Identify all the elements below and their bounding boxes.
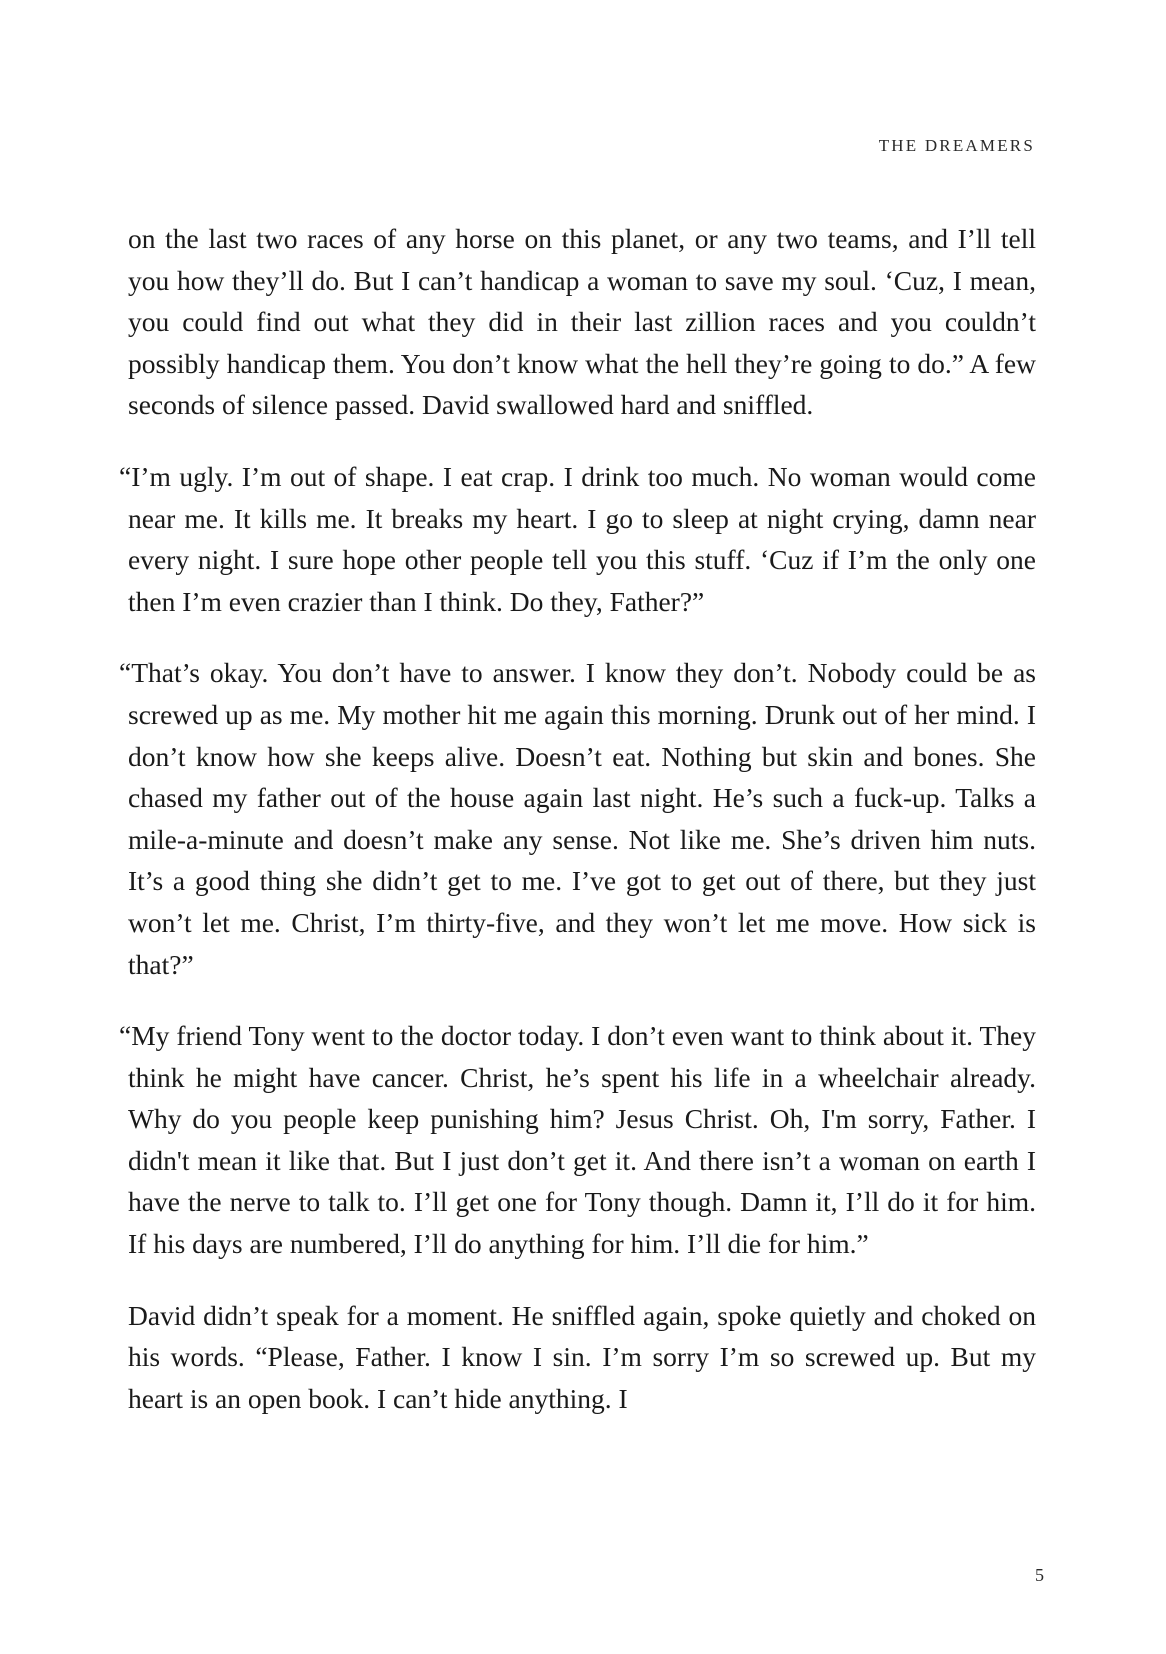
paragraph: “That’s okay. You don’t have to answer. I know they don’t. Nobody could be as screwed up as me. My mother hit me again this morning. Drunk out of her mind. I don’t know how she keeps alive. Doesn’t eat. Nothing but skin and bones. She chased my father out of the house again last night. He’s such a fuck-up. Talks a mile-a-minute and doesn’t make any sense. Not like me. She’s driven him nuts. It’s a good thing she didn’t get to me. I’ve got to get out of there, but they just won’t let me. Christ, I’m thirty-five, and they won’t let me move. How sick is that?” xyxy=(119,657,1036,980)
running-head-title: THE DREAMERS xyxy=(878,136,1035,155)
paragraph: “My friend Tony went to the doctor today. I don’t even want to think about it. They think he might have cancer. Christ, he’s spent his life in a wheelchair already. Why do you people keep punishing him? Jesus Christ. Oh, I'm sorry, Father. I didn't mean it like that. But I just don’t get it. And there isn’t a woman on earth I have the nerve to talk to. I’ll get one for Tony though. Damn it, I’ll do it for him. If his days are numbered, I’ll do anything for him. I’ll die for him.” xyxy=(119,1020,1036,1260)
paragraph: on the last two races of any horse on this planet, or any two teams, and I’ll tell you how they’ll do. But I can’t handicap a woman to save my soul. ‘Cuz, I mean, you could find out what they did in their last zillion races and you couldn’t possibly handicap them. You don’t know what the hell they’re going to do.” A few seconds of silence passed. David swallowed hard and sniffled. xyxy=(128,223,1036,421)
page-number: 5 xyxy=(1035,1565,1044,1585)
page-body-text xyxy=(119,218,1036,1449)
paragraph: David didn’t speak for a moment. He sniffled again, spoke quietly and choked on his words. “Please, Father. I know I sin. I’m sorry I’m so screwed up. But my heart is an open book. I can’t hide anything. I xyxy=(128,1299,1036,1414)
paragraph: “I’m ugly. I’m out of shape. I eat crap. I drink too much. No woman would come near me. It kills me. It breaks my heart. I go to sleep at night crying, damn near every night. I sure hope other people tell you this stuff. ‘Cuz if I’m the only one then I’m even crazier than I think. Do they, Father?” xyxy=(119,460,1036,617)
